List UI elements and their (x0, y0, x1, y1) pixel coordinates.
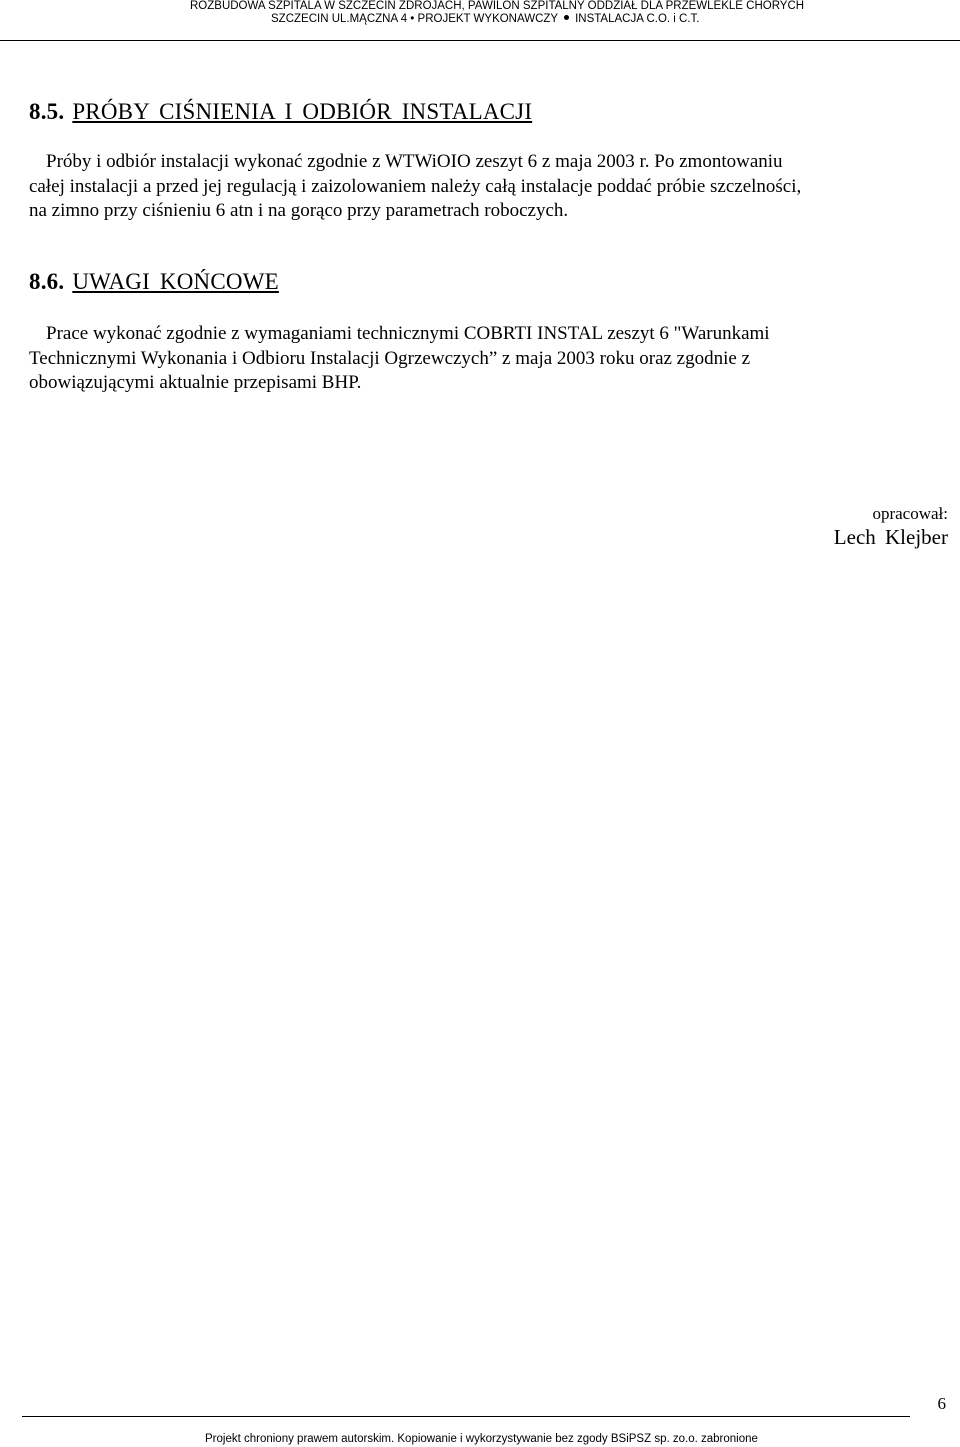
section-paragraph-8-5 (29, 150, 935, 224)
paragraph-line: całej instalacji a przed jej regulacją i zaizolowaniem należy całą instalacje poddać próbie szczelności, (29, 175, 802, 197)
section-number: 8.5. (29, 99, 65, 124)
paragraph-line: obowiązującymi aktualnie przepisami BHP. (29, 372, 362, 393)
paragraph-line: na zimno przy ciśnieniu 6 atn i na gorąco przy parametrach roboczych. (29, 200, 569, 221)
footer-copyright: Projekt chroniony prawem autorskim. Kopiowanie i wykorzystywanie bez zgody BSiPSZ sp. zo.o. zabronione (205, 1433, 758, 1445)
signature-block (834, 504, 948, 551)
header-project-details (271, 13, 700, 26)
paragraph-line: Prace wykonać zgodnie z wymaganiami technicznymi COBRTI INSTAL zeszyt 6 "Warunkami (46, 323, 770, 344)
section-number: 8.6. (29, 269, 65, 294)
footer-divider (22, 1416, 910, 1417)
section-heading-8-6 (29, 269, 279, 295)
section-paragraph-8-6 (29, 322, 935, 396)
paragraph-line: Technicznymi Wykonania i Odbioru Instalacji Ogrzewczych” z maja 2003 roku oraz zgodnie z (29, 347, 751, 369)
section-title: PRÓBY CIŚNIENIA I ODBIÓR INSTALACJI (72, 99, 533, 124)
signature-name: Lech Klejber (833, 525, 948, 549)
paragraph-line: Próby i odbiór instalacji wykonać zgodnie z WTWiOIO zeszyt 6 z maja 2003 r. Po zmontowaniu (46, 151, 783, 172)
page-header (0, 0, 960, 41)
header-address: SZCZECIN UL.MĄCZNA 4 • PROJEKT WYKONAWCZY (271, 13, 559, 25)
page-number: 6 (937, 1394, 946, 1413)
bullet-icon (564, 15, 569, 20)
header-project-title: ROZBUDOWA SZPITALA W SZCZECIN ZDROJACH, PAWILON SZPITALNY ODDZIAŁ DLA PRZEWLEKLE CHORYCH (190, 0, 805, 12)
section-heading-8-5 (29, 99, 532, 125)
signature-label: opracował: (872, 504, 948, 523)
header-installation: INSTALACJA C.O. i C.T. (575, 13, 700, 25)
section-title: UWAGI KOŃCOWE (72, 269, 279, 294)
